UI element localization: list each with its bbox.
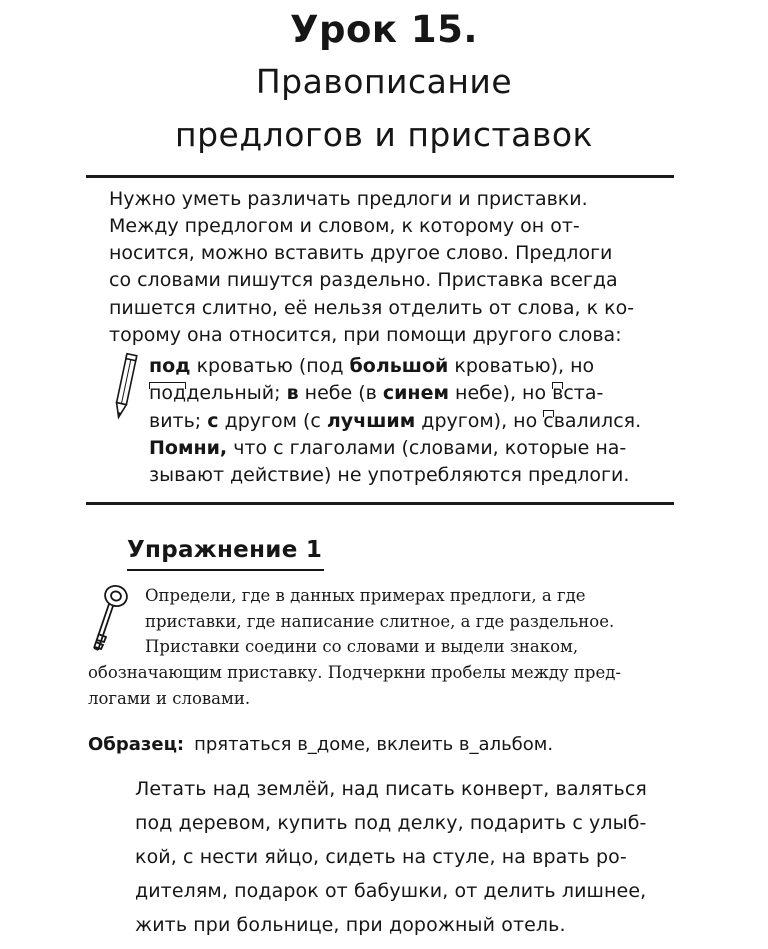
- prefix-mark: с: [543, 408, 553, 435]
- rule-box-bottom-border: [86, 502, 674, 505]
- inserted-word: синем: [382, 382, 449, 404]
- exercise-body-line: Летать над землёй, над писать конверт, валяться: [135, 778, 647, 800]
- exercise-body-line: жить при больнице, при дорожный отель.: [135, 914, 566, 936]
- exercise-task-line: Приставки соедини со словами и выдели знаком,: [145, 637, 579, 656]
- rule-example-line: [149, 380, 603, 407]
- rule-example-line: [149, 353, 594, 380]
- example-text: другом), но: [415, 410, 544, 432]
- example-text: что с глаголами (словами, которые на-: [227, 437, 627, 459]
- preposition-in: в: [286, 382, 299, 404]
- preposition-under: под: [149, 355, 191, 377]
- example-text: дельный;: [186, 382, 287, 404]
- prefix-mark: под: [149, 380, 186, 407]
- example-text: другом (с: [218, 410, 327, 432]
- pencil-icon: [110, 352, 140, 422]
- exercise-task-line: логами и словами.: [88, 689, 251, 708]
- rule-text-line: со словами пишутся раздельно. Приставка всегда: [109, 269, 618, 291]
- example-text: ста-: [563, 382, 604, 404]
- exercise-title-underline: [127, 569, 324, 571]
- example-text: кроватью), но: [448, 355, 595, 377]
- example-text: небе), но: [448, 382, 553, 404]
- inserted-word: лучшим: [326, 410, 416, 432]
- exercise-task-line: обозначающим приставку. Подчеркни пробелы между пред-: [88, 663, 621, 682]
- key-icon: [86, 582, 132, 660]
- sample-label: Образец:: [88, 734, 185, 755]
- example-text: вить;: [149, 410, 208, 432]
- exercise-task-line: Определи, где в данных примерах предлоги, а где: [145, 586, 586, 605]
- exercise-title: Упражнение 1: [127, 537, 323, 563]
- rule-text-line: пишется слитно, её нельзя отделить от слова, к ко-: [109, 297, 635, 319]
- rule-text-line: носится, можно вставить другое слово. Предлоги: [109, 242, 613, 264]
- rule-example-line: [149, 435, 626, 462]
- sample-line: [88, 731, 553, 759]
- rule-text-line: торому она относится, при помощи другого слова:: [109, 324, 622, 346]
- lesson-topic-line1: Правописание: [255, 62, 513, 101]
- rule-example-line: зывают действие) не употребляются предлоги.: [149, 464, 630, 486]
- rule-box-top-border: [86, 175, 674, 178]
- example-text: валился.: [553, 410, 642, 432]
- example-text: кроватью (под: [190, 355, 350, 377]
- exercise-body-line: под деревом, купить под делку, подарить с улыб-: [135, 812, 647, 834]
- exercise-body-line: кой, с нести яйцо, сидеть на стуле, на врать ро-: [135, 846, 627, 868]
- remember-label: Помни,: [149, 437, 228, 459]
- rule-text-line: Нужно уметь различать предлоги и приставки.: [109, 188, 588, 210]
- sample-text: прятаться в_доме, вклеить в_альбом.: [194, 734, 554, 755]
- exercise-task-line: приставки, где написание слитное, а где раздельное.: [145, 612, 615, 631]
- rule-example-line: [149, 408, 641, 435]
- inserted-word: большой: [349, 355, 449, 377]
- rule-text-line: Между предлогом и словом, к которому он от-: [109, 215, 580, 237]
- preposition-with: с: [207, 410, 219, 432]
- prefix-mark: в: [552, 380, 563, 407]
- lesson-number: Урок 15.: [290, 8, 478, 51]
- exercise-body-line: дителям, подарок от бабушки, от делить лишнее,: [135, 880, 647, 902]
- example-text: небе (в: [298, 382, 383, 404]
- lesson-topic-line2: предлогов и приставок: [175, 115, 593, 154]
